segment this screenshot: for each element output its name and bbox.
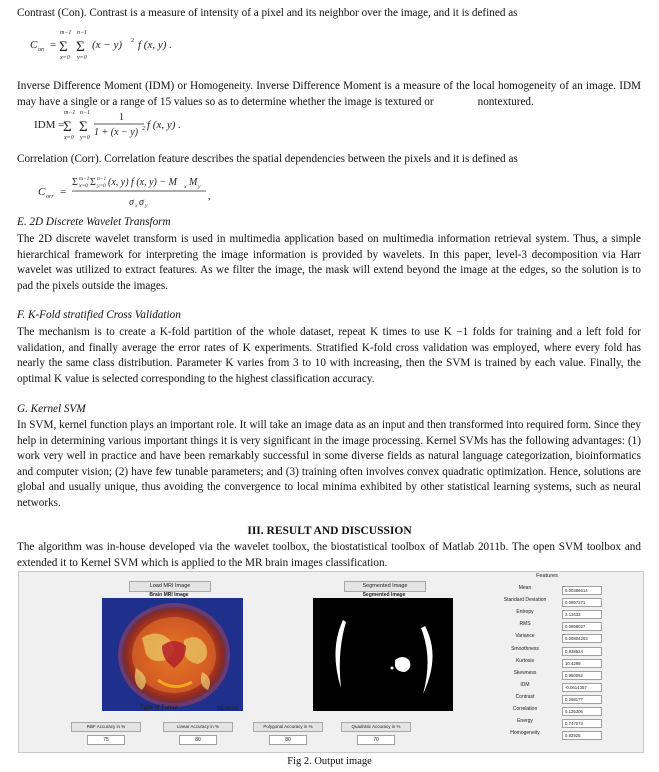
- feature-value: 0.0898027: [562, 622, 602, 631]
- contrast-intro: Contrast (Con). Contrast is a measure of intensity of a pixel and its neighbor over the image, and it is defined as: [17, 7, 518, 19]
- svg-text:σ: σ: [139, 197, 144, 208]
- rbf-accuracy-value: 75: [87, 735, 125, 745]
- svg-text:=: =: [50, 39, 57, 51]
- svg-text:Σ: Σ: [72, 177, 78, 188]
- idm-sum2-bot: y=0: [80, 135, 90, 141]
- feature-label: Contrast: [515, 693, 535, 700]
- feature-label: Entropy: [516, 609, 534, 616]
- svg-text:x=0: x=0: [79, 183, 88, 189]
- contrast-lhs-sub: on: [38, 47, 44, 53]
- contrast-body: (x − y): [92, 39, 123, 51]
- idm-sum1-bot: x=0: [64, 135, 74, 141]
- features-title: Features: [536, 573, 558, 579]
- feature-label: Mean: [518, 585, 532, 591]
- output-figure: [18, 571, 644, 753]
- svg-text:x: x: [135, 203, 138, 209]
- section-e-heading: E. 2D Discrete Wavelet Transform: [17, 216, 171, 228]
- svg-text:y: y: [198, 184, 201, 190]
- svg-text:Σ: Σ: [59, 39, 68, 55]
- feature-value: 0.0897271: [562, 598, 602, 607]
- feature-value: 0.747072: [562, 719, 602, 728]
- feature-label: Standard Deviation: [503, 597, 547, 604]
- section-g-text: In SVM, kernel function plays an important role. It will take an image data as an input and then transformed into required form. Since they help in determining various important things it is very significant in the image processing. Kernel SVMs has the following advantages: (1) work very well in practice and have been remarkably successful in some diverse fields as natural language categorization, bioinformatics and computer vision; (2) have few tunable parameters; and (3) training often involves convex quadratic optimization. Hence, solutions are global and usually unique, thus avoiding the convergence to local minima exhibited by other statistical learning systems, such as neural networks.: [17, 419, 641, 509]
- idm-lhs: IDM =: [34, 119, 65, 131]
- tumor-type-value: BENIGN: [217, 706, 239, 712]
- polygonal-accuracy-value: 80: [269, 735, 307, 745]
- result-text: The algorithm was in-house developed via the wavelet toolbox, the biostatistical toolbox of Matlab 2011b. The open SVM toolbox and extended it to Kernel SVM which is applied to the MR brain images classification.: [17, 541, 641, 569]
- idm-num: 1: [119, 112, 124, 123]
- idm-equation: [34, 108, 254, 148]
- quadratic-accuracy-button[interactable]: Quadratic Accuracy in %: [341, 722, 411, 732]
- svg-text:Σ: Σ: [90, 177, 96, 188]
- correlation-intro: Correlation (Corr). Correlation feature describes the spatial dependencies between the pixels and it is defined as: [17, 153, 518, 165]
- feature-label: Correlation: [512, 706, 538, 712]
- feature-label: Homogeneity: [510, 730, 540, 737]
- correlation-tail: ,: [208, 190, 211, 202]
- svg-text:m−1: m−1: [79, 176, 90, 182]
- feature-value: 0.258177: [562, 695, 602, 704]
- feature-value: 0.92925: [562, 731, 602, 740]
- section-e-text: The 2D discrete wavelet transform is used in multimedia application based on multimedia information retrieval system. Thus, a simple hierarchical framework for interpreting the image information is provided by wavelets. In this paper, level-3 decomposition via Harr wavelet was utilized to extract features. As we filter the image, the mask will extend beyond the image at the edges, so the solution is to pad the pixels outside the images.: [17, 233, 641, 292]
- feature-label: Variance: [515, 633, 535, 640]
- svg-text:Σ: Σ: [63, 119, 72, 135]
- result-heading: III. RESULT AND DISCUSSION: [247, 525, 412, 537]
- brain-image-caption: Brain MRI Image: [149, 592, 189, 598]
- section-g-heading: G. Kernel SVM: [17, 403, 86, 415]
- tumor-type-label: Type of Tumor: [139, 705, 179, 711]
- feature-label: Smoothness: [511, 645, 539, 652]
- segmented-image: [313, 598, 453, 711]
- idm-sum1-top: m−1: [64, 110, 76, 116]
- contrast-sum2-bot: y=0: [77, 55, 87, 61]
- feature-value: 0.125306: [562, 707, 602, 716]
- svg-text:y: y: [145, 203, 148, 209]
- quadratic-accuracy-value: 70: [357, 735, 395, 745]
- idm-den-pow: 2: [142, 126, 145, 132]
- svg-text:n−1: n−1: [97, 176, 107, 182]
- feature-value: 0.950052: [562, 671, 602, 680]
- svg-text:Σ: Σ: [79, 119, 88, 135]
- contrast-tail: f (x, y) .: [138, 39, 172, 51]
- contrast-sum1-top: m−1: [60, 30, 72, 36]
- load-mri-button[interactable]: Load MRI Image: [129, 581, 211, 592]
- contrast-sum2-top: n−1: [77, 30, 88, 36]
- idm-intro: [17, 79, 641, 110]
- feature-value: 3.13433: [562, 610, 602, 619]
- svg-text:σ: σ: [129, 197, 134, 208]
- svg-text:(x, y) f (x, y) − M: (x, y) f (x, y) − M: [108, 177, 177, 188]
- feature-label: Kurtosis: [515, 657, 535, 664]
- feature-value: 0.00804203: [562, 634, 602, 643]
- feature-label: Skewness: [513, 669, 537, 676]
- linear-accuracy-button[interactable]: Linear Accuracy in %: [163, 722, 233, 732]
- section-f-heading: F. K-Fold stratified Cross Validation: [17, 309, 181, 321]
- contrast-equation: [30, 26, 230, 66]
- feature-value: 0.938524: [562, 647, 602, 656]
- feature-label: IDM: [520, 681, 530, 688]
- idm-intro-tail: nontextured.: [477, 95, 534, 108]
- idm-den: 1 + (x − y): [94, 127, 139, 138]
- rbf-accuracy-button[interactable]: RBF Accuracy in %: [71, 722, 141, 732]
- svg-text:x: x: [184, 184, 187, 190]
- feature-value: 0.00386614: [562, 586, 602, 595]
- contrast-lhs: C: [30, 39, 38, 51]
- feature-value: -0.0614357: [562, 683, 602, 692]
- svg-text:M: M: [189, 177, 198, 188]
- idm-tail: f (x, y) .: [147, 119, 181, 131]
- feature-label: RMS: [519, 621, 531, 628]
- svg-text:y=0: y=0: [97, 183, 106, 189]
- feature-label: Energy: [517, 718, 533, 725]
- idm-sum2-top: n−1: [80, 110, 91, 116]
- correlation-equation: [38, 170, 278, 214]
- figure-caption: Fig 2. Output image: [287, 756, 372, 767]
- segmented-image-button[interactable]: Segmented Image: [344, 581, 426, 592]
- correlation-lhs-sub: orr: [46, 194, 54, 200]
- segmented-image-caption: Segmented Image: [362, 592, 406, 598]
- brain-mri-image: [102, 598, 243, 711]
- feature-value: 10.4299: [562, 659, 602, 668]
- section-f-text: The mechanism is to create a K-fold partition of the whole dataset, repeat K times to use K −1 folds for training and a left fold for validation, and finally average the error rates of K experiments. Stratified K-fold cross validation was employed, where every fold has nearly the same class distribution. Parameter K varies from 3 to 10 with increasing, then the SVM is trained by each value. Finally, the optimal K value is selected corresponding to the highest classification accuracy.: [17, 326, 641, 385]
- contrast-sum1-bot: x=0: [60, 55, 70, 61]
- svg-text:Σ: Σ: [76, 39, 85, 55]
- idm-intro-text: Inverse Difference Moment (IDM) or Homogeneity. Inverse Difference Moment is a measure of the local homogeneity of an image. IDM may have a single or a range of 15 values so as to determine whether the image is textured or: [17, 80, 641, 108]
- polygonal-accuracy-button[interactable]: Polygonal Accuracy in %: [253, 722, 323, 732]
- svg-text:=: =: [60, 186, 67, 198]
- correlation-lhs: C: [38, 186, 46, 198]
- linear-accuracy-value: 80: [179, 735, 217, 745]
- contrast-power: 2: [131, 38, 134, 44]
